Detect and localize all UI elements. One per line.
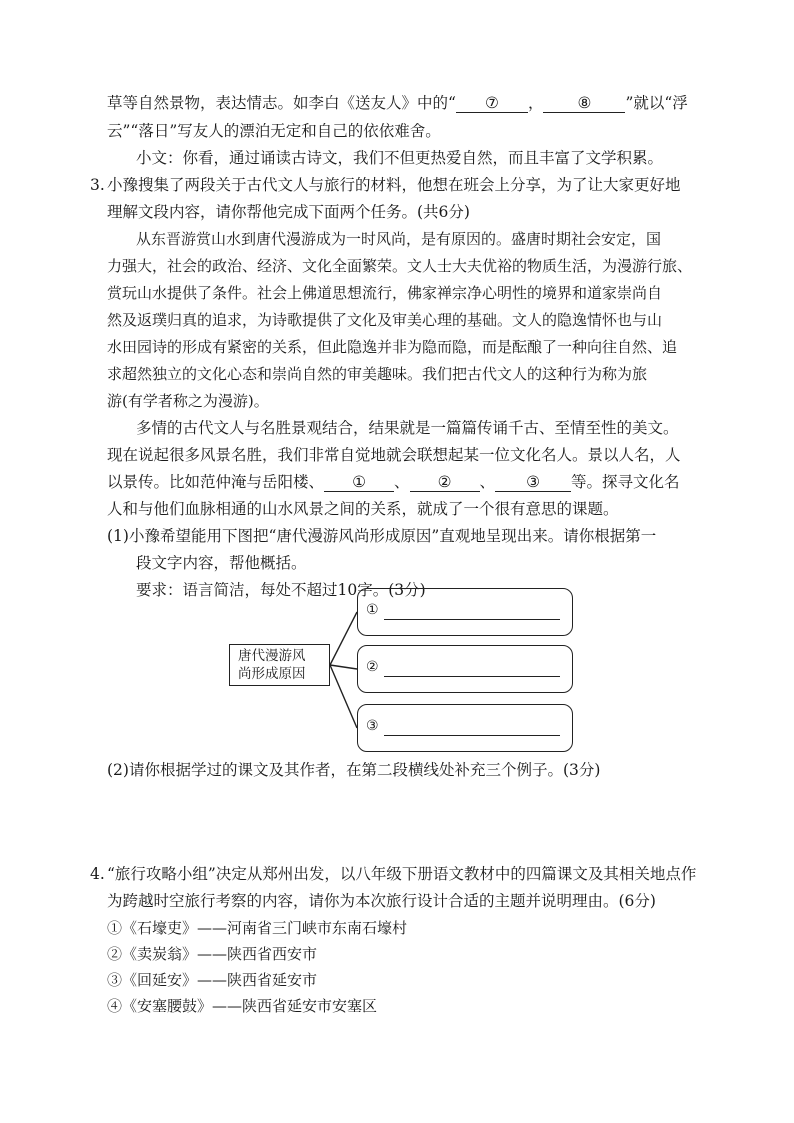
answer-line[interactable] <box>384 676 560 677</box>
q3-passage1-line: 力强大，社会的政治、经济、文化全面繁荣。文人士大夫优裕的物质生活，为漫游行旅、 <box>107 257 693 275</box>
intro-line-1: 草等自然景物，表达情志。如李白《送友人》中的“ ⑦ ， ⑧ ”就以“浮 <box>107 94 688 112</box>
q4-stem-line-1: “旅行攻略小组”决定从郑州出发，以八年级下册语文教材中的四篇课文及其相关地点作 <box>107 865 697 883</box>
q4-item: ①《石壕吏》——河南省三门峡市东南石壕村 <box>107 919 408 937</box>
branch-number: ③ <box>366 718 379 734</box>
diagram-branch-1[interactable] <box>357 588 573 636</box>
blank-8[interactable]: ⑧ <box>543 94 625 113</box>
branch-number: ② <box>366 659 379 675</box>
diagram-root-box <box>229 644 330 686</box>
answer-line[interactable] <box>384 735 560 736</box>
blank-1[interactable]: ① <box>324 473 394 492</box>
diagram-branch-3[interactable] <box>357 704 573 752</box>
q3-passage2-line-1: 多情的古代文人与名胜景观结合，结果就是一篇篇传诵千古、至情至性的美文。 <box>136 419 679 437</box>
diagram-branch-2[interactable] <box>357 645 573 693</box>
q4-stem-line-2: 为跨越时空旅行考察的内容，请你为本次旅行设计合适的主题并说明理由。(6分) <box>107 892 656 910</box>
q4-item: ④《安塞腰鼓》——陕西省延安市安塞区 <box>107 997 378 1015</box>
q3-passage2-line-4: 人和与他们血脉相通的山水风景之间的关系，就成了一个很有意思的课题。 <box>107 500 619 518</box>
q4-number: 4. <box>90 865 105 883</box>
q3-passage1-line: 从东晋游赏山水到唐代漫游成为一时风尚，是有原因的。盛唐时期社会安定，国 <box>136 230 662 248</box>
q3-number: 3. <box>90 176 105 194</box>
q3-passage1-line: 然及返璞归真的追求，为诗歌提供了文化及审美心理的基础。文人的隐逸情怀也与山 <box>107 311 663 329</box>
q3-stem-line-2: 理解文段内容，请你帮他完成下面两个任务。(共6分) <box>107 203 470 221</box>
q4-item: ③《回延安》——陕西省延安市 <box>107 971 318 989</box>
diagram-root-line-1: 唐代漫游风 <box>238 648 306 664</box>
q3-passage1-line: 水田园诗的形成有紧密的关系，但此隐逸并非为隐而隐，而是酝酿了一种向往自然、追 <box>107 338 678 356</box>
q3-sub1-line-2: 段文字内容，帮他概括。 <box>136 554 307 572</box>
q3-sub1-line-1: (1)小豫希望能用下图把“唐代漫游风尚形成原因”直观地呈现出来。请你根据第一 <box>107 527 657 545</box>
q3-passage1-line: 赏玩山水提供了条件。社会上佛道思想流行，佛家禅宗净心明性的境界和道家崇尚自 <box>107 284 663 302</box>
q3-passage2-line-2: 现在说起很多风景名胜，我们非常自觉地就会联想起某一位文化名人。景以人名，人 <box>107 446 681 464</box>
q3-sub1-requirement: 要求：语言简洁，每处不超过10字。(3分) <box>136 581 426 599</box>
blank-3[interactable]: ③ <box>495 473 571 492</box>
q3-stem-line-1: 小豫搜集了两段关于古代文人与旅行的材料，他想在班会上分享，为了让大家更好地 <box>107 176 681 194</box>
q3-passage1-line: 游(有学者称之为漫游)。 <box>107 392 269 410</box>
branch-number: ① <box>366 602 379 618</box>
intro-line-2: 云”“落日”写友人的漂泊无定和自己的依依难舍。 <box>107 122 441 140</box>
blank-7[interactable]: ⑦ <box>456 94 528 113</box>
intro-line-3: 小文：你看，通过诵读古诗文，我们不但更热爱自然，而且丰富了文学积累。 <box>136 149 664 167</box>
q4-item: ②《卖炭翁》——陕西省西安市 <box>107 945 318 963</box>
q3-sub2: (2)请你根据学过的课文及其作者，在第二段横线处补充三个例子。(3分) <box>107 761 601 779</box>
blank-2[interactable]: ② <box>410 473 480 492</box>
q3-passage2-line-3: 以景传。比如范仲淹与岳阳楼、 ① 、 ② 、 ③ 等。探寻文化名 <box>107 473 680 491</box>
diagram-root-line-2: 尚形成原因 <box>238 666 306 682</box>
answer-line[interactable] <box>384 619 560 620</box>
q3-passage1-line: 求超然独立的文化心态和崇尚自然的审美趣味。我们把古代文人的这种行为称为旅 <box>107 365 648 383</box>
